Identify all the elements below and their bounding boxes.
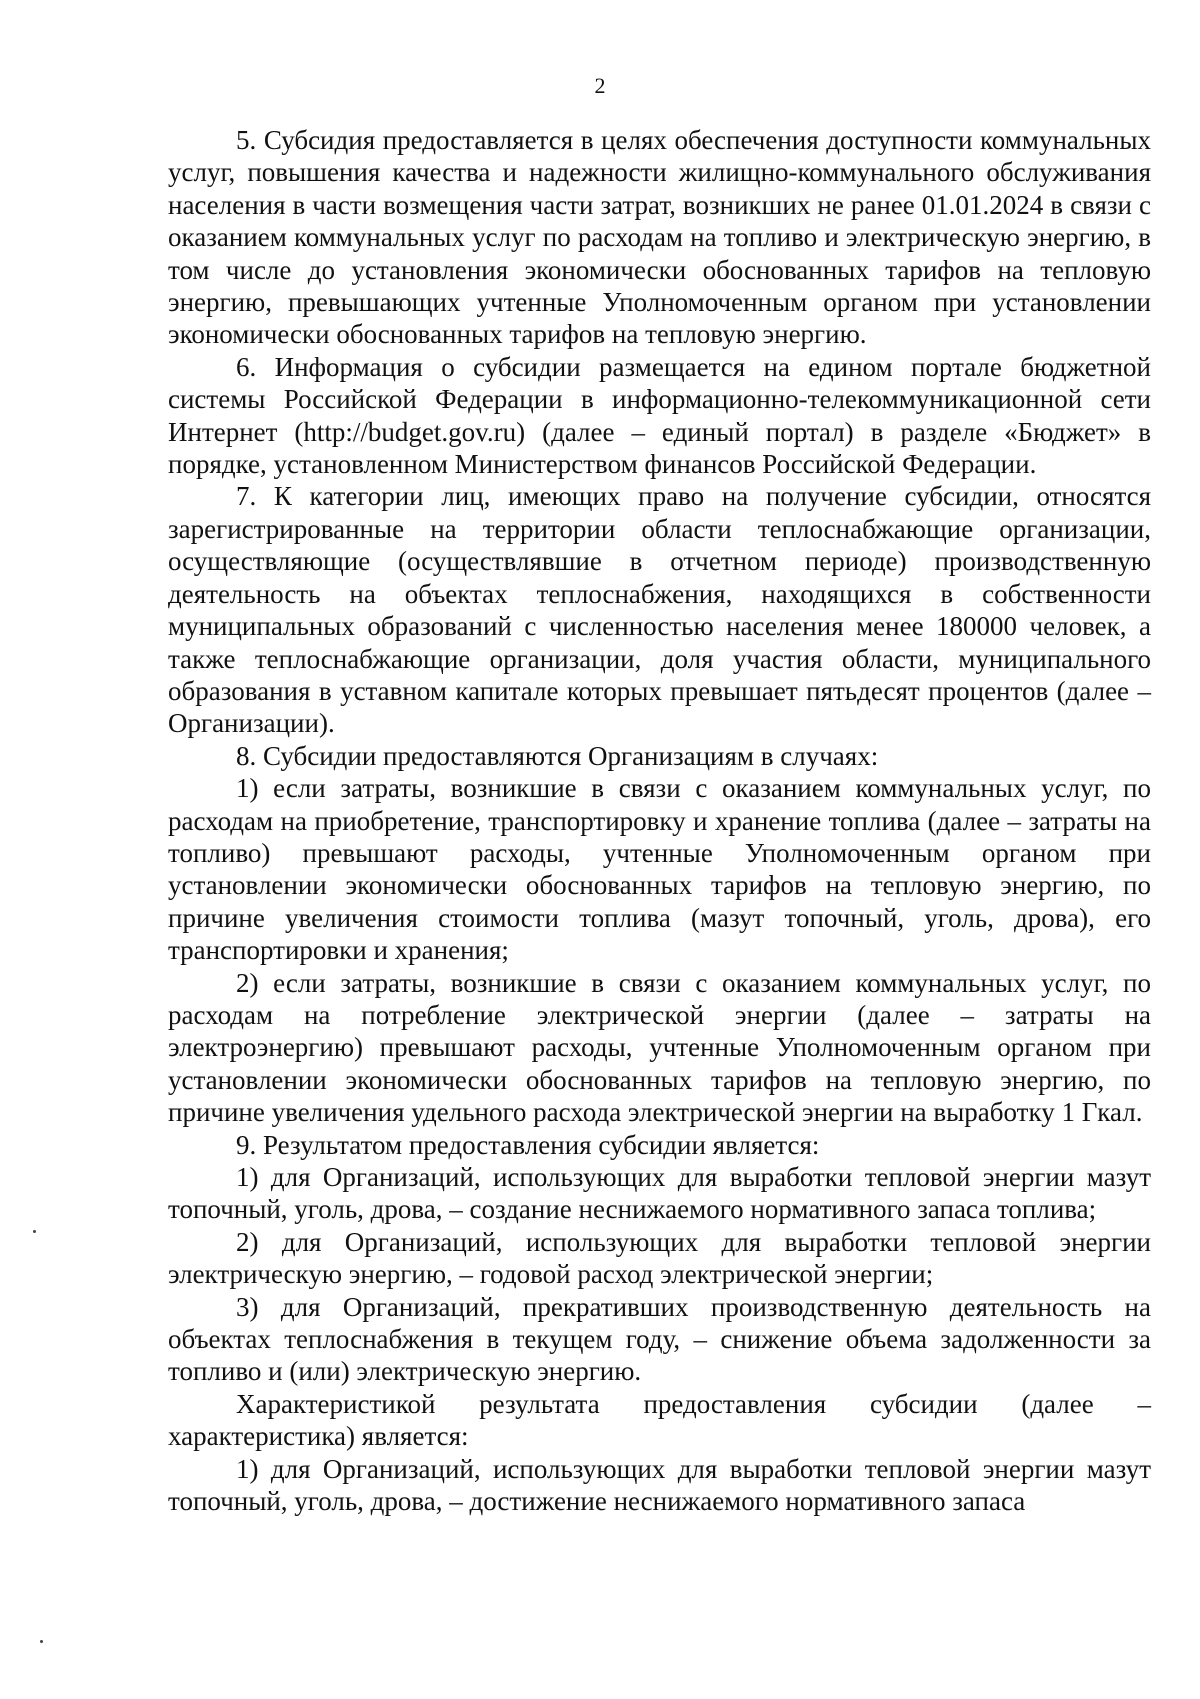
paragraph-9-item-3: 3) для Организаций, прекративших производственную деятельность на объектах теплоснабжения в текущем году, – снижение объема задолженности за топливо и (или) электрическую энергию. [168, 1291, 1151, 1387]
paragraph-9-item-2: 2) для Организаций, использующих для выработки тепловой энергии электрическую энергию, – годовой расход электрической энергии; [168, 1226, 1151, 1290]
characteristic-item-1: 1) для Организаций, использующих для выработки тепловой энергии мазут топочный, уголь, дрова, – достижение неснижаемого нормативного запаса [168, 1453, 1151, 1517]
paragraph-7: 7. К категории лиц, имеющих право на получение субсидии, относятся зарегистрированные на территории области теплоснабжающие организации, осуществляющие (осуществлявшие в отчетном периоде) производственную деятельность на объектах теплоснабжения, находящихся в собственности муниципальных образований с численностью населения менее 180000 человек, а также теплоснабжающие организации, доля участия области, муниципального образования в уставном капитале которых превышает пятьдесят процентов (далее – Организации). [168, 481, 1151, 739]
paragraph-9: 9. Результатом предоставления субсидии является: [236, 1129, 820, 1160]
paragraph-8: 8. Субсидии предоставляются Организациям в случаях: [236, 740, 879, 771]
page-number: 2 [594, 73, 606, 98]
scan-speck [33, 1230, 36, 1233]
paragraph-6: 6. Информация о субсидии размещается на едином портале бюджетной системы Российской Федерации в информационно-телекоммуникационной сети Интернет (http://budget.gov.ru) (далее – единый портал) в разделе «Бюджет» в порядке, установленном Министерством финансов Российской Федерации. [168, 351, 1151, 480]
document-body [168, 124, 1151, 1517]
characteristic-paragraph: Характеристикой результата предоставления субсидии (далее – характеристика) является: [168, 1388, 1151, 1452]
paragraph-8-item-2: 2) если затраты, возникшие в связи с оказанием коммунальных услуг, по расходам на потребление электрической энергии (далее – затраты на электроэнергию) превышают расходы, учтенные Уполномоченным органом при установлении экономически обоснованных тарифов на тепловую энергию, по причине увеличения удельного расхода электрической энергии на выработку 1 Гкал. [168, 967, 1151, 1128]
paragraph-9-item-1: 1) для Организаций, использующих для выработки тепловой энергии мазут топочный, уголь, дрова, – создание неснижаемого нормативного запаса топлива; [168, 1162, 1151, 1225]
scan-speck [40, 1640, 43, 1643]
paragraph-5: 5. Субсидия предоставляется в целях обеспечения доступности коммунальных услуг, повышения качества и надежности жилищно-коммунального обслуживания населения в части возмещения части затрат, возникших не ранее 01.01.2024 в связи с оказанием коммунальных услуг по расходам на топливо и электрическую энергию, в том числе до установления экономически обоснованных тарифов на тепловую энергию, превышающих учтенные Уполномоченным органом при установлении экономически обоснованных тарифов на тепловую энергию. [168, 125, 1151, 350]
paragraph-8-item-1: 1) если затраты, возникшие в связи с оказанием коммунальных услуг, по расходам на приобретение, транспортировку и хранение топлива (далее – затраты на топливо) превышают расходы, учтенные Уполномоченным органом при установлении экономически обоснованных тарифов на тепловую энергию, по причине увеличения стоимости топлива (мазут топочный, уголь, дрова), его транспортировки и хранения; [168, 773, 1151, 966]
